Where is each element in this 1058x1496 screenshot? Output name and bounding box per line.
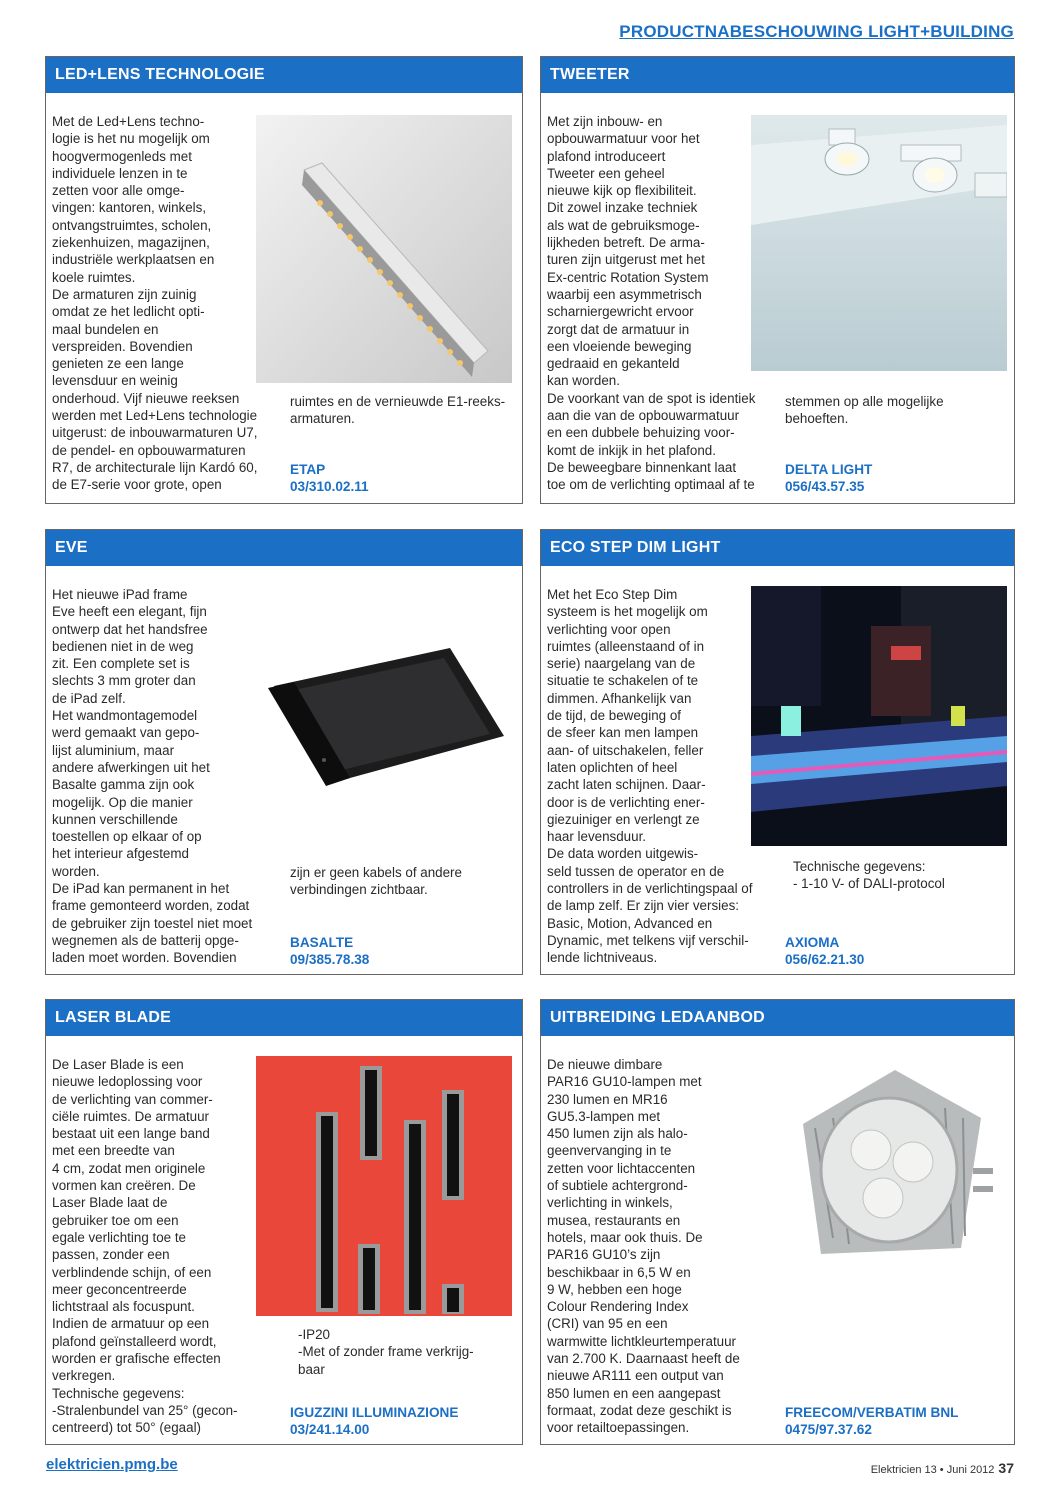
phone-number: 09/385.78.38 <box>290 952 370 967</box>
body-text-continued: stemmen op alle mogelijke behoeften. <box>785 394 944 427</box>
panel-title: UITBREIDING LEDAANBOD <box>541 1000 1014 1036</box>
panel-title: ECO STEP DIM LIGHT <box>541 530 1014 566</box>
phone-number: 03/241.14.00 <box>290 1422 370 1437</box>
body-text-continued: Technische gegevens: - 1-10 V- of DALI-protocol <box>793 859 945 892</box>
product-photo-laser-blade <box>256 1056 512 1316</box>
phone-number: 03/310.02.11 <box>290 479 369 494</box>
panel-uitbreiding-ledaanbod <box>540 999 1015 1445</box>
panel-tweeter <box>540 56 1015 504</box>
page-number: 37 <box>998 1460 1014 1476</box>
product-photo-ceiling-spots <box>751 115 1007 371</box>
section-header: PRODUCTNABESCHOUWING LIGHT+BUILDING <box>619 22 1014 41</box>
panel-title: TWEETER <box>541 57 1014 93</box>
panel-title: LASER BLADE <box>46 1000 522 1036</box>
body-text-continued: zijn er geen kabels of andere verbindingen zichtbaar. <box>290 865 462 898</box>
body-text-continued: ruimtes en de vernieuwde E1-reeks- armaturen. <box>290 394 506 427</box>
phone-number: 056/43.57.35 <box>785 479 865 494</box>
phone-number: 0475/97.37.62 <box>785 1422 872 1437</box>
brand-name: ETAP <box>290 462 326 477</box>
panel-eco-step-dim-light <box>540 529 1015 975</box>
brand-name: BASALTE <box>290 935 354 950</box>
product-photo-led-lamp <box>785 1058 1005 1286</box>
brand-name: DELTA LIGHT <box>785 462 873 477</box>
page-footer <box>871 1460 1014 1476</box>
body-text: Met de Led+Lens techno- logie is het nu mogelijk om hoogvermogenleds met individuele lenzen in te zetten voor alle omge- vingen: kantoren, winkels, ontvangstruimtes, scholen, ziekenhuizen, magazijnen, industriële werkplaatsen en koele ruimtes. De armaturen zijn zuinig omdat ze het ledlicht opti- maal bundelen en verspreiden. Bovendien genieten ze een lange levensduur en weinig onderhoud. Vijf nieuwe reeksen werden met Led+Lens technologie uitgerust: de inbouwarmaturen U7, de pendel- en opbouwarmaturen R7, de architecturale lijn Kardó 60, de E7-serie voor grote, open <box>52 114 258 493</box>
body-text: Met het Eco Step Dim systeem is het mogelijk om verlichting voor open ruimtes (alleenstaand of in serie) naargelang van de situatie te schakelen of te dimmen. Afhankelijk van de tijd, de beweging of de sfeer kan men lampen aan- of uitschakelen, feller laten oplichten of heel zacht laten schijnen. Daar- door is de verlichting ener- giezuiniger en verlengt ze haar levensduur. De data worden uitgewis- seld tussen de operator en de controllers in de verlichtingspaal of de lamp zelf. Er zijn vier versies: Basic, Motion, Advanced en Dynamic, met telkens vijf verschil- lende lichtniveaus. <box>547 587 753 966</box>
panel-eve <box>45 529 523 975</box>
panel-title: EVE <box>46 530 522 566</box>
brand-name: FREECOM/VERBATIM BNL <box>785 1405 959 1420</box>
body-text: Met zijn inbouw- en opbouwarmatuur voor het plafond introduceert Tweeter een geheel nieuwe kijk op flexibiliteit. Dit zowel inzake techniek als wat de gebruiksmoge- lijkheden betreft. De arma- turen zijn uitgerust met het Ex-centric Rotation System waarbij een asymmetrisch scharniergewricht ervoor zorgt dat de armatuur in een vloeiende beweging gedraaid en gekanteld kan worden. De voorkant van de spot is identiek aan die van de opbouwarmatuur en een dubbele behuizing voor- komt de inkijk in het plafond. De beweegbare binnenkant laat toe om de verlichting optimaal af te <box>547 114 756 493</box>
product-photo-night-city-street <box>751 586 1007 846</box>
issue-label: Elektricien 13 • Juni 2012 <box>870 1464 995 1476</box>
panel-led-lens <box>45 56 523 504</box>
website-link[interactable]: elektricien.pmg.be <box>46 1456 178 1473</box>
body-text: De nieuwe dimbare PAR16 GU10-lampen met 230 lumen en MR16 GU5.3-lampen met 450 lumen zijn als halo- geenvervanging in te zetten voor lichtaccenten of subtiele achtergrond- verlichting in winkels, musea, restaurants en hotels, maar ook thuis. De PAR16 GU10’s zijn beschikbaar in 6,5 W en 9 W, hebben een hoge Colour Rendering Index (CRI) van 95 en een warmwitte lichtkleurtemperatuur van 2.700 K. Daarnaast heeft de nieuwe AR111 een output van 850 lumen en een aangepast formaat, zodat deze geschikt is voor retailtoepassingen. <box>547 1057 740 1436</box>
product-photo-ipad-frame <box>268 648 508 788</box>
product-photo-linear-luminaire <box>256 115 512 383</box>
panel-title: LED+LENS TECHNOLOGIE <box>46 57 522 93</box>
brand-name: IGUZZINI ILLUMINAZIONE <box>290 1405 459 1420</box>
body-text: Het nieuwe iPad frame Eve heeft een elegant, fijn ontwerp dat het handsfree bedienen niet in de weg zit. Een complete set is slechts 3 mm groter dan de iPad zelf. Het wandmontagemodel werd gemaakt van gepo- lijst aluminium, maar andere afwerkingen uit het Basalte gamma zijn ook mogelijk. Op die manier kunnen verschillende toestellen op elkaar of op het interieur afgestemd worden. De iPad kan permanent in het frame gemonteerd worden, zodat de gebruiker zijn toestel niet moet wegnemen als de batterij opge- laden moet worden. Bovendien <box>52 587 253 966</box>
panel-laser-blade <box>45 999 523 1445</box>
body-text: De Laser Blade is een nieuwe ledoplossing voor de verlichting van commer- ciële ruimtes. De armatuur bestaat uit een lange band met een breedte van 4 cm, zodat men originele vormen kan creëren. De Laser Blade laat de gebruiker toe om een egale verlichting toe te passen, zonder een verblindende schijn, of een meer geconcentreerde lichtstraal als focuspunt. Indien de armatuur op een plafond geïnstalleerd wordt, worden er grafische effecten verkregen. Technische gegevens: -Stralenbundel van 25° (gecon- centreerd) tot 50° (egaal) <box>52 1057 238 1436</box>
phone-number: 056/62.21.30 <box>785 952 865 967</box>
body-text-continued: -IP20 -Met of zonder frame verkrijg- baar <box>298 1327 474 1377</box>
brand-name: AXIOMA <box>785 935 840 950</box>
